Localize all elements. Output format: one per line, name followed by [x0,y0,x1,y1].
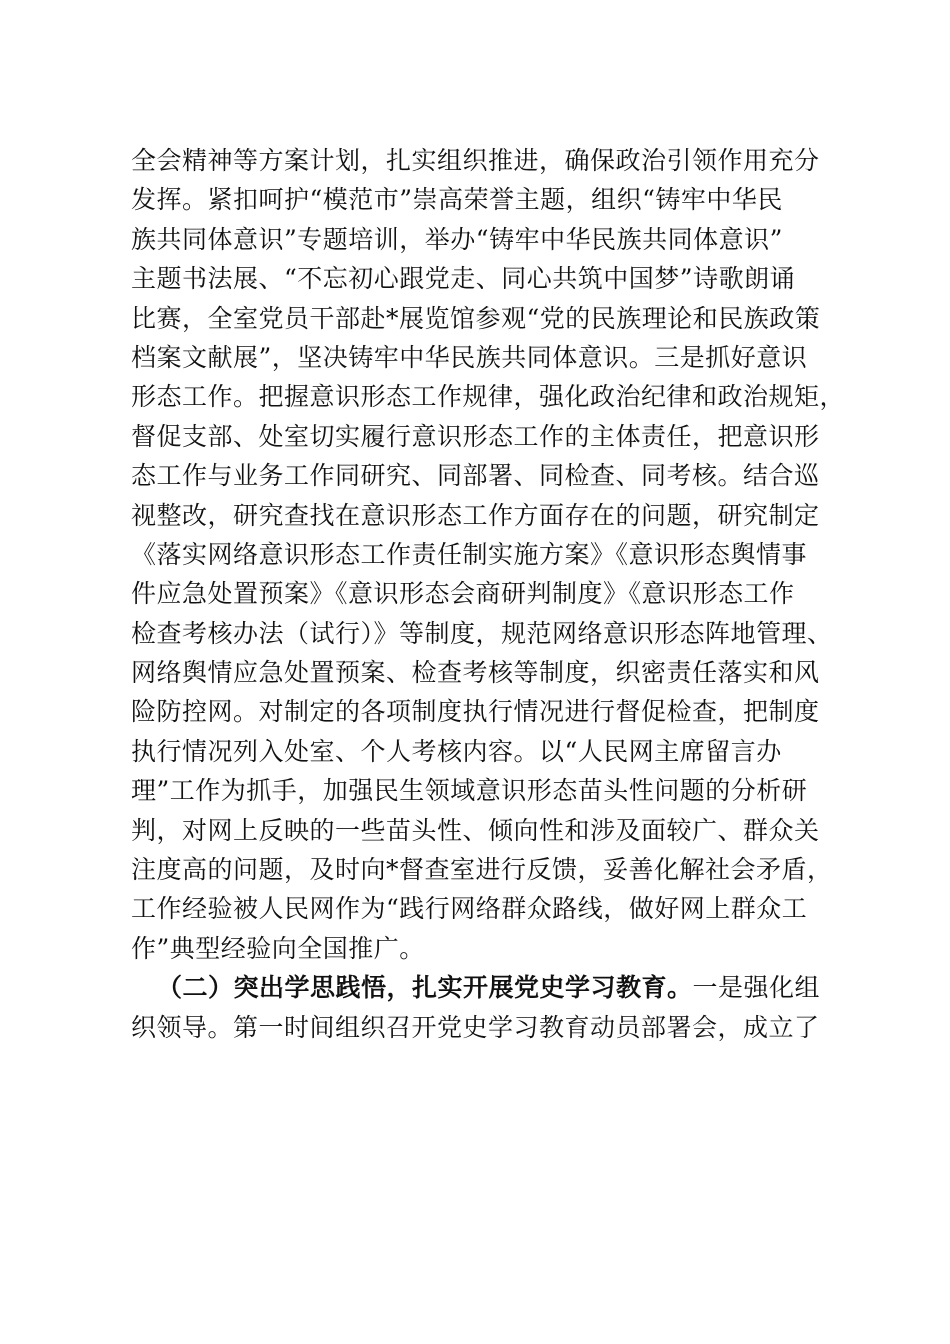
section-heading-continuation: 一是强化组 [692,973,821,1003]
text-line: 织领导。第一时间组织召开党史学习教育动员部署会，成立了 [131,1012,820,1042]
text-line: 件应急处置预案》《意识形态会商研判制度》《意识形态工作 [131,579,795,609]
text-line: 检查考核办法（试行）》等制度，规范网络意识形态阵地管理、 [131,618,833,648]
text-line: 发挥。紧扣呵护“模范市”崇高荣誉主题，组织“铸牢中华民 [131,185,783,215]
text-line: 族共同体意识”专题培训，举办“铸牢中华民族共同体意识” [131,224,783,254]
text-line: 全会精神等方案计划，扎实组织推进，确保政治引领作用充分 [131,146,820,175]
text-line: 比赛，全室党员干部赴*展览馆参观“党的民族理论和民族政策 [131,303,821,333]
text-line: 网络舆情应急处置预案、检查考核等制度，织密责任落实和风 [131,658,820,688]
text-line: 视整改，研究查找在意识形态工作方面存在的问题，研究制定 [131,500,820,530]
section-heading-line [131,968,831,1007]
text-line: 档案文献展”，坚决铸牢中华民族共同体意识。三是抓好意识 [131,342,808,372]
text-line: 主题书法展、“不忘初心跟党走、同心共筑中国梦”诗歌朗诵 [131,264,796,294]
text-line: 执行情况列入处室、个人考核内容。以“人民网主席留言办 [131,736,782,766]
text-line: 注度高的问题，及时向*督查室进行反馈，妥善化解社会矛盾， [131,855,833,885]
text-line: 形态工作。把握意识形态工作规律，强化政治纪律和政治规矩， [131,382,846,412]
text-line: 险防控网。对制定的各项制度执行情况进行督促检查，把制度 [131,697,820,727]
text-line: 督促支部、处室切实履行意识形态工作的主体责任，把意识形 [131,421,820,451]
text-line: 理”工作为抓手，加强民生领域意识形态苗头性问题的分析研 [131,776,808,806]
text-line: 态工作与业务工作同研究、同部署、同检查、同考核。结合巡 [131,461,820,491]
text-line: 作”典型经验向全国推广。 [131,933,425,963]
section-heading: （二）突出学思践悟，扎实开展党史学习教育。 [157,973,693,1003]
text-line: 《落实网络意识形态工作责任制实施方案》《意识形态舆情事 [131,539,808,569]
text-line: 判，对网上反映的一些苗头性、倾向性和涉及面较广、群众关 [131,815,820,845]
body-text [131,141,846,1047]
text-line: 工作经验被人民网作为“践行网络群众路线，做好网上群众工 [131,894,808,924]
